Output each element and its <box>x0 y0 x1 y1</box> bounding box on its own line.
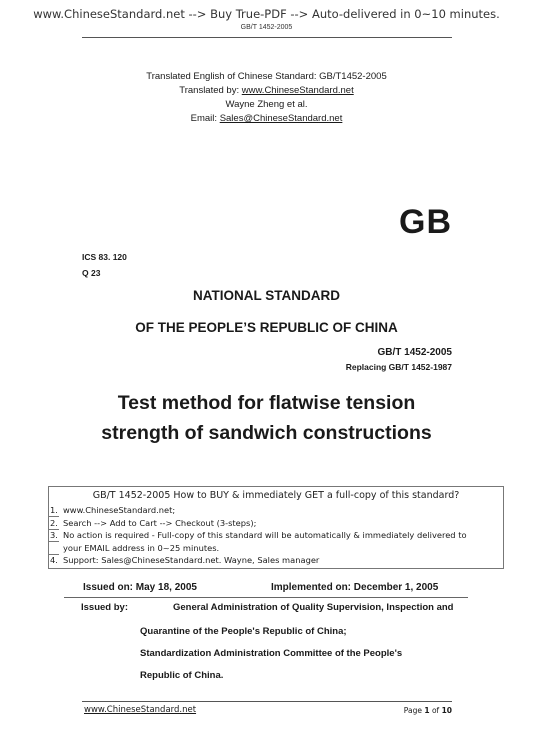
step-text: Search --> Add to Cart --> Checkout (3-steps); <box>63 517 257 528</box>
top-banner: www.ChineseStandard.net --> Buy True-PDF --> Auto-delivered in 0~10 minutes. <box>33 7 500 21</box>
republic-heading: OF THE PEOPLE’S REPUBLIC OF CHINA <box>135 320 398 335</box>
buy-step <box>50 554 467 567</box>
implemented-on-date: Implemented on: December 1, 2005 <box>271 582 439 593</box>
national-standard-heading: NATIONAL STANDARD <box>193 288 340 303</box>
step-text: No action is required - Full-copy of this standard will be automatically & immediately delivered to <box>63 530 467 540</box>
header-divider <box>82 37 452 38</box>
document-title-line2: strength of sandwich constructions <box>101 422 432 444</box>
document-title-line1: Test method for flatwise tension <box>117 392 416 414</box>
page-number <box>404 706 452 715</box>
issuer-line: Republic of China. <box>140 670 224 681</box>
email-label: Email: <box>190 113 220 124</box>
issued-by-label: Issued by: <box>81 602 128 613</box>
row-divider <box>49 554 59 555</box>
page-mid: of <box>429 706 442 715</box>
buy-step-continued <box>50 542 467 555</box>
translator-website-link[interactable]: www.ChineseStandard.net <box>241 85 354 96</box>
ics-code: ICS 83. 120 <box>82 252 127 262</box>
translation-line: Translated English of Chinese Standard: GB/T1452-2005 <box>146 71 387 82</box>
buy-box-heading: GB/T 1452-2005 How to BUY & immediately GET a full-copy of this standard? <box>92 490 460 501</box>
row-divider <box>49 541 59 542</box>
buy-step[interactable] <box>50 504 467 517</box>
ccs-code: Q 23 <box>82 268 101 278</box>
buy-steps-list <box>50 504 467 567</box>
step-number: 2. <box>50 517 58 528</box>
replacing-code: Replacing GB/T 1452-1987 <box>345 362 452 372</box>
step-number: 3. <box>50 530 58 540</box>
step-text: Support: Sales@ChineseStandard.net. Wayne, Sales manager <box>63 555 320 565</box>
issuer-line: General Administration of Quality Supervision, Inspection and <box>173 602 454 613</box>
step-number: 4. <box>50 555 58 565</box>
page-prefix: Page <box>403 706 425 715</box>
header-code: GB/T 1452-2005 <box>240 24 293 31</box>
standard-code: GB/T 1452-2005 <box>377 347 452 358</box>
step-number: 1. <box>50 505 58 515</box>
issuer-line: Standardization Administration Committee of the People's <box>140 648 403 659</box>
footer-divider <box>82 701 452 702</box>
buy-step <box>50 517 467 530</box>
translator-name: Wayne Zheng et al. <box>225 99 308 110</box>
email-link[interactable]: Sales@ChineseStandard.net <box>219 113 343 124</box>
issuer-line: Quarantine of the People's Republic of China; <box>140 626 347 637</box>
step-text: www.ChineseStandard.net; <box>63 505 176 515</box>
buy-step <box>50 529 467 542</box>
dates-divider <box>64 597 468 598</box>
row-divider <box>49 529 59 530</box>
email-line <box>0 113 533 124</box>
row-divider <box>49 516 59 517</box>
page-total: 10 <box>441 706 452 715</box>
step-text: your EMAIL address in 0~25 minutes. <box>63 542 220 553</box>
page-current: 1 <box>424 706 430 715</box>
translated-by-label: Translated by: <box>179 85 242 96</box>
gb-mark: GB <box>399 203 452 241</box>
footer-website-link[interactable]: www.ChineseStandard.net <box>84 705 197 715</box>
buy-info-box <box>48 486 504 569</box>
translated-by-line <box>0 85 533 96</box>
issued-on-date: Issued on: May 18, 2005 <box>83 582 197 593</box>
